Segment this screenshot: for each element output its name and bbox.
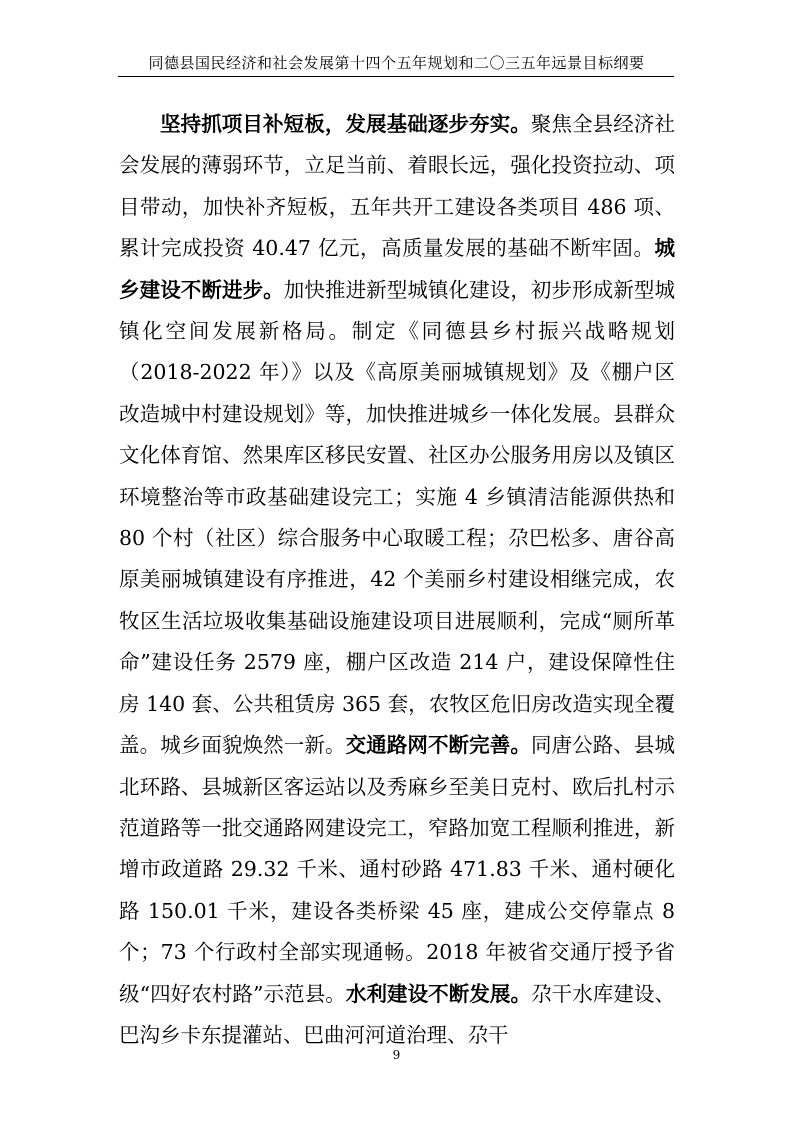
body-paragraph: [119, 104, 675, 1056]
text-water: 尕干水库建设、巴沟乡卡东提灌站、巴曲河河道治理、尕干: [119, 981, 676, 1047]
bold-heading-transport: 交通路网不断完善。: [345, 733, 531, 758]
bold-heading-urban-rural: 城乡建设不断进步。: [119, 236, 675, 302]
bold-heading-projects: 坚持抓项目补短板，发展基础逐步夯实。: [160, 112, 531, 136]
page-number: 9: [392, 1048, 401, 1062]
text-urban-rural: 加快推进新型城镇化建设，初步形成新型城镇化空间发展新格局。制定《同德县乡村振兴战略规划（2018-2022 年）》以及《高原美丽城镇规划》及《棚户区改造城中村建设规划》等，加快推进城乡一体化发展。县群众文化体育馆、然果库区移民安置、社区办公服务用房以及镇区环境整治等市政基础建设完工；实施 4 乡镇清洁能源供热和 80 个村（社区）综合服务中心取暖工程；尕巴松多、唐谷高原美丽城镇建设有序推进，42 个美丽乡村建设相继完成，农牧区生活垃圾收集基础设施建设项目进展顺利，完成“厕所革命”建设任务 2579 座，棚户区改造 214 户，建设保障性住房 140 套、公共租赁房 365 套，农牧区危旧房改造实现全覆盖。城乡面貌焕然一新。: [119, 277, 676, 758]
text-transport: 同唐公路、县城北环路、县城新区客运站以及秀麻乡至美日克村、欧后扎村示范道路等一批交通路网建设完工，窄路加宽工程顺利推进，新增市政道路 29.32 千米、通村砂路 471.83 千米、通村硬化路 150.01 千米，建设各类桥梁 45 座，建成公交停靠点 8 个；73 个行政村全部实现通畅。2018 年被省交通厅授予省级“四好农村路”示范县。: [119, 733, 676, 1006]
running-header: 同德县国民经济和社会发展第十四个五年规划和二〇三五年远景目标纲要: [148, 54, 645, 72]
header-rule: [118, 76, 674, 77]
bold-heading-water: 水利建设不断发展。: [345, 981, 532, 1006]
text-projects: 聚焦全县经济社会发展的薄弱环节，立足当前、着眼长远，强化投资拉动、项目带动，加快补齐短板，五年共开工建设各类项目 486 项、累计完成投资 40.47 亿元，高质量发展的基础不断牢固。: [119, 112, 675, 261]
